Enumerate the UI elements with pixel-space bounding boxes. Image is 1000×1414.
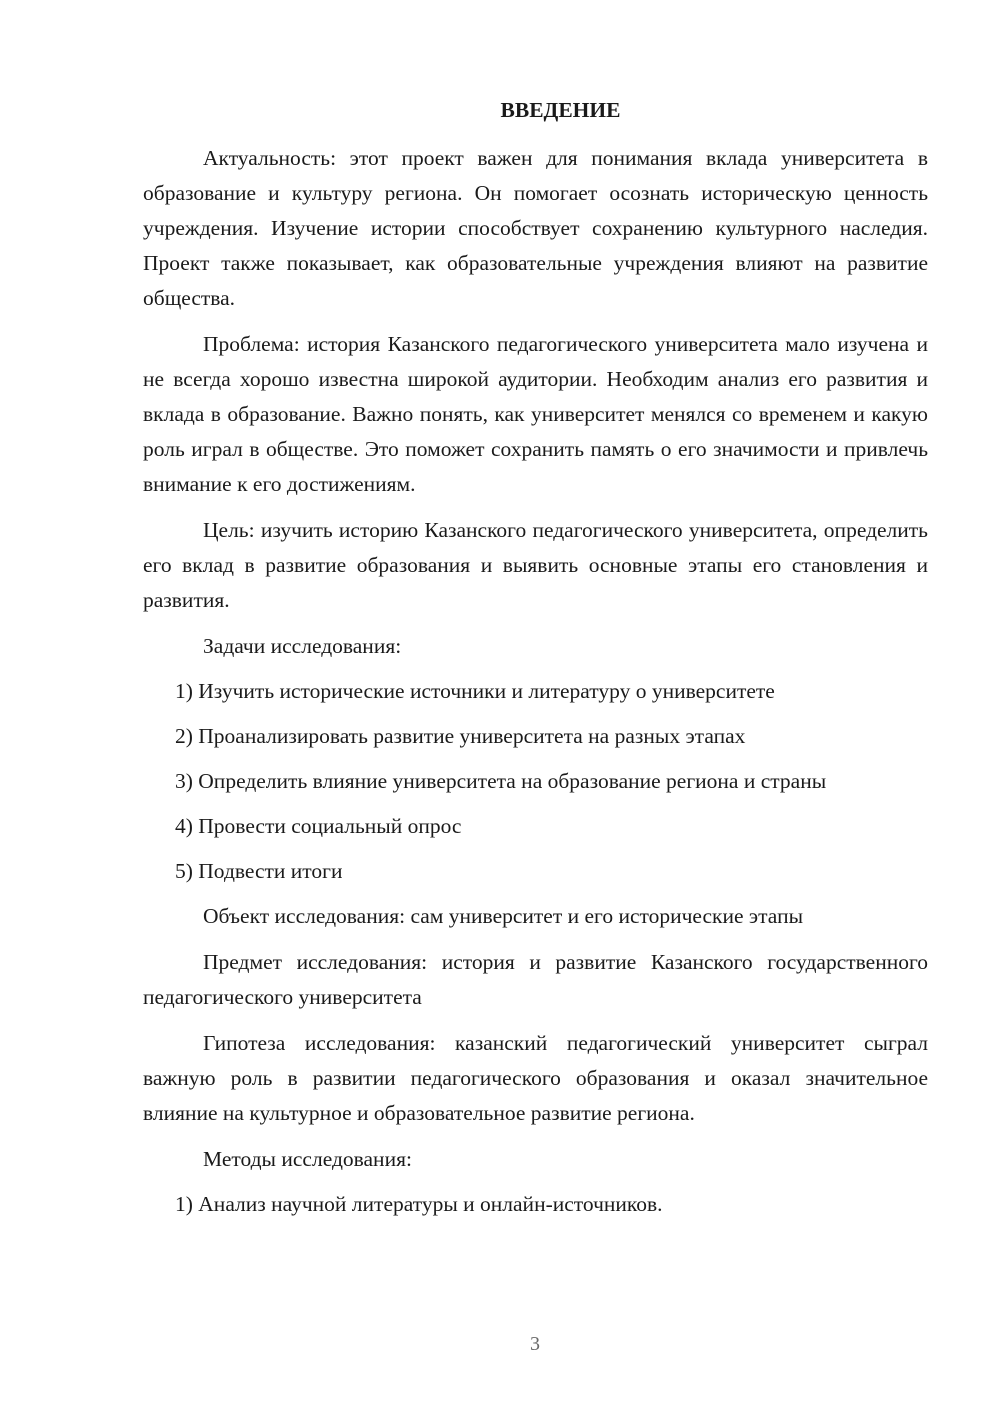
list-item: 3) Определить влияние университета на образование региона и страны bbox=[175, 769, 827, 793]
hypothesis-paragraph: Гипотеза исследования: казанский педагогический университет сыграл важную роль в развитии педагогического образования и оказал значительное влияние на культурное и образовательное развитие региона. bbox=[143, 1031, 928, 1125]
list-item: 1) Анализ научной литературы и онлайн-источников. bbox=[175, 1192, 663, 1216]
document-page bbox=[143, 95, 928, 1232]
list-item: 4) Провести социальный опрос bbox=[175, 814, 462, 838]
methods-title: Методы исследования: bbox=[203, 1147, 412, 1171]
methods-list bbox=[143, 1187, 928, 1222]
tasks-list bbox=[143, 674, 928, 889]
relevance-paragraph: Актуальность: этот проект важен для понимания вклада университета в образование и культуру региона. Он помогает осознать историческую ценность учреждения. Изучение истории способствует сохранению культурного наследия. Проект также показывает, как образовательные учреждения влияют на развитие общества. bbox=[143, 146, 928, 310]
page-number: 3 bbox=[530, 1333, 540, 1355]
goal-paragraph: Цель: изучить историю Казанского педагогического университета, определить его вклад в развитие образования и выявить основные этапы его становления и развития. bbox=[143, 518, 928, 612]
list-item: 2) Проанализировать развитие университета на разных этапах bbox=[175, 724, 746, 748]
list-item: 1) Изучить исторические источники и литературу о университете bbox=[175, 679, 775, 703]
object-paragraph: Объект исследования: сам университет и его исторические этапы bbox=[203, 904, 804, 928]
subject-paragraph: Предмет исследования: история и развитие Казанского государственного педагогического университета bbox=[143, 950, 928, 1009]
list-item: 5) Подвести итоги bbox=[175, 859, 343, 883]
problem-paragraph: Проблема: история Казанского педагогического университета мало изучена и не всегда хорошо известна широкой аудитории. Необходим анализ его развития и вклада в образование. Важно понять, как университет менялся со временем и какую роль играл в обществе. Это поможет сохранить память о его значимости и привлечь внимание к его достижениям. bbox=[143, 332, 928, 496]
section-heading: ВВЕДЕНИЕ bbox=[500, 98, 621, 122]
tasks-title: Задачи исследования: bbox=[203, 634, 402, 658]
